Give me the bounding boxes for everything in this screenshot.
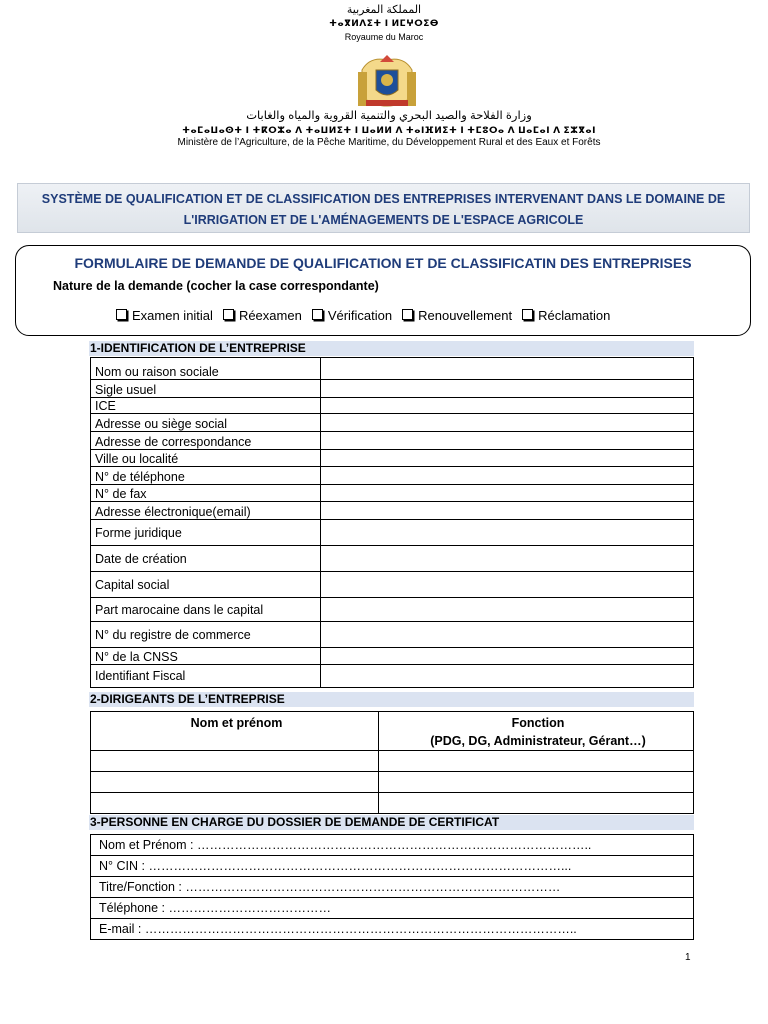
directors-table	[90, 711, 694, 814]
director-name-cell[interactable]	[91, 751, 379, 772]
table-row: Ville ou localité	[91, 450, 694, 467]
value-cell[interactable]	[321, 467, 694, 485]
value-cell[interactable]	[321, 450, 694, 467]
table-row: N° de la CNSS	[91, 648, 694, 665]
table-row: N° de téléphone	[91, 467, 694, 485]
table-row	[91, 856, 694, 877]
ministry-french: Ministère de l’Agriculture, de la Pêche Maritime, du Développement Rural et des Eaux et Forêts	[177, 137, 601, 148]
table-row: Adresse ou siège social	[91, 414, 694, 432]
director-function-cell[interactable]	[379, 772, 694, 793]
form-title: FORMULAIRE DE DEMANDE DE QUALIFICATION ET DE CLASSIFICATIN DES ENTREPRISES	[74, 255, 692, 271]
value-cell[interactable]	[321, 622, 694, 648]
table-row: N° de fax	[91, 485, 694, 502]
table-row	[91, 877, 694, 898]
director-function-cell[interactable]	[379, 793, 694, 814]
table-row	[91, 919, 694, 940]
checkbox-icon[interactable]	[116, 309, 127, 320]
table-row	[91, 751, 694, 772]
table-row: Adresse de correspondance	[91, 432, 694, 450]
checkbox-icon[interactable]	[223, 309, 234, 320]
table-row	[91, 835, 694, 856]
director-name-cell[interactable]	[91, 772, 379, 793]
page-number: 1	[685, 952, 691, 963]
table-row: Adresse électronique(email)	[91, 502, 694, 520]
option-examen-initial[interactable]: Examen initial	[116, 308, 213, 323]
contact-email-field[interactable]: E-mail : …………………………………………………………………………………………..	[91, 919, 694, 940]
option-reexamen[interactable]: Réexamen	[223, 308, 302, 323]
contact-cin-field[interactable]: N° CIN : ………………………………………………………………………………………...	[91, 856, 694, 877]
value-cell[interactable]	[321, 502, 694, 520]
value-cell[interactable]	[321, 432, 694, 450]
system-title-line1: SYSTÈME DE QUALIFICATION ET DE CLASSIFICATION DES ENTREPRISES INTERVENANT DANS LE DOMAINE DE	[41, 192, 726, 206]
value-cell[interactable]	[321, 485, 694, 502]
option-verification[interactable]: Vérification	[312, 308, 392, 323]
checkbox-icon[interactable]	[522, 309, 533, 320]
contact-name-field[interactable]: Nom et Prénom : …………………………………………………………………………………..	[91, 835, 694, 856]
value-cell[interactable]	[321, 665, 694, 688]
column-header-function: Fonction (PDG, DG, Administrateur, Gérant…)	[379, 712, 694, 751]
ministry-arabic: وزارة الفلاحة والصيد البحري والتنمية القروية والمياه والغابات	[246, 110, 532, 122]
table-row: Date de création	[91, 546, 694, 572]
table-row	[91, 772, 694, 793]
value-cell[interactable]	[321, 546, 694, 572]
table-row: Capital social	[91, 572, 694, 598]
table-row: N° du registre de commerce	[91, 622, 694, 648]
value-cell[interactable]	[321, 648, 694, 665]
value-cell[interactable]	[321, 398, 694, 414]
kingdom-french: Royaume du Maroc	[344, 32, 424, 42]
section3-title: 3-PERSONNE EN CHARGE DU DOSSIER DE DEMANDE DE CERTIFICAT	[89, 815, 694, 830]
royal-crest-icon	[352, 52, 422, 110]
director-name-cell[interactable]	[91, 793, 379, 814]
contact-title-field[interactable]: Titre/Fonction : ………………………………………………………………………………	[91, 877, 694, 898]
value-cell[interactable]	[321, 520, 694, 546]
value-cell[interactable]	[321, 414, 694, 432]
section2-title: 2-DIRIGEANTS DE L’ENTREPRISE	[89, 692, 694, 707]
system-title-box	[17, 183, 750, 233]
table-row	[91, 898, 694, 919]
kingdom-tifinagh: ⵜⴰⴳⵍⴷⵉⵜ ⵏ ⵍⵎⵖⵔⵉⴱ	[329, 18, 439, 28]
value-cell[interactable]	[321, 380, 694, 398]
section1-title: 1-IDENTIFICATION DE L’ENTREPRISE	[89, 341, 694, 356]
table-row	[91, 793, 694, 814]
form-header-box	[15, 245, 751, 336]
table-row: Sigle usuel	[91, 380, 694, 398]
table-header-row	[91, 712, 694, 751]
table-row: Identifiant Fiscal	[91, 665, 694, 688]
ministry-tifinagh: ⵜⴰⵎⴰⵡⴰⵙⵜ ⵏ ⵜⴽⵔⵣⴰ ⴷ ⵜⴰⵡⵍⵉⵜ ⵏ ⵡⴰⵍⵍ ⴷ ⵜⴰⵏⴼⵍⵉⵜ ⵏ ⵜⵎⵓⵔⴰ ⴷ ⵡⴰⵎⴰⵏ ⴷ ⵉⵣⴳⴰⵏ	[182, 125, 596, 135]
kingdom-arabic: المملكة المغربية	[346, 4, 422, 16]
identification-table	[90, 357, 694, 688]
table-row: ICE	[91, 398, 694, 414]
director-function-cell[interactable]	[379, 751, 694, 772]
table-row: Nom ou raison sociale	[91, 358, 694, 380]
value-cell[interactable]	[321, 358, 694, 380]
table-row: Forme juridique	[91, 520, 694, 546]
request-type-options	[116, 308, 610, 323]
contact-phone-field[interactable]: Téléphone : …………………………………	[91, 898, 694, 919]
column-header-name: Nom et prénom	[91, 712, 379, 751]
checkbox-icon[interactable]	[402, 309, 413, 320]
table-row: Part marocaine dans le capital	[91, 598, 694, 622]
option-renouvellement[interactable]: Renouvellement	[402, 308, 512, 323]
option-reclamation[interactable]: Réclamation	[522, 308, 610, 323]
checkbox-icon[interactable]	[312, 309, 323, 320]
value-cell[interactable]	[321, 598, 694, 622]
value-cell[interactable]	[321, 572, 694, 598]
request-nature-label: Nature de la demande (cocher la case correspondante)	[53, 279, 379, 293]
system-title-line2: L'IRRIGATION ET DE L'AMÉNAGEMENTS DE L'ESPACE AGRICOLE	[183, 213, 584, 227]
contact-person-table	[90, 834, 694, 940]
